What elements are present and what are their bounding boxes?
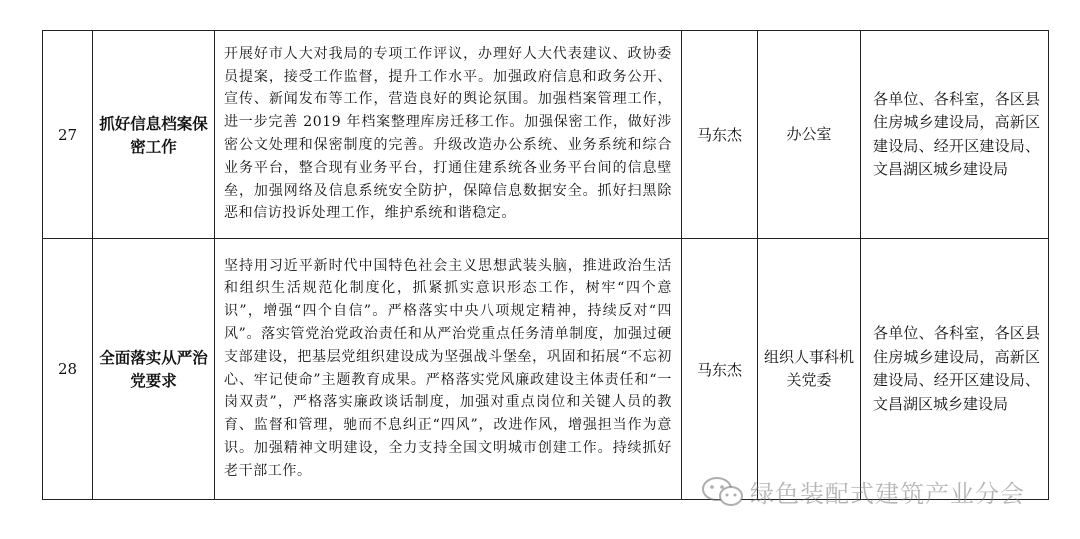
cooperating-units: 各单位、各科室，各区县住房城乡建设局，高新区建设局、经开区建设局、文昌湖区城乡建设局 xyxy=(861,31,1049,239)
table-row xyxy=(43,31,1049,239)
lead-department: 办公室 xyxy=(758,31,861,239)
row-number: 27 xyxy=(43,31,93,239)
responsible-person: 马东杰 xyxy=(682,31,758,239)
task-title: 抓好信息档案保密工作 xyxy=(93,31,215,239)
row-number: 28 xyxy=(43,239,93,500)
watermark xyxy=(700,474,1025,509)
watermark-text: 绿色装配式建筑产业分会 xyxy=(750,480,1025,508)
lead-department: 组织人事科机关党委 xyxy=(758,239,861,500)
task-content: 坚持用习近平新时代中国特色社会主义思想武装头脑，推进政治生活和组织生活规范化制度化，抓紧抓实意识形态工作，树牢“四个意识”，增强“四个自信”。严格落实中央八项规定精神，持续反对“四风”。落实管党治党政治责任和从严治党重点任务清单制度，加强过硬支部建设，把基层党组织建设成为坚强战斗堡垒，巩固和拓展“不忘初心、牢记使命”主题教育成果。严格落实党风廉政建设主体责任和“一岗双责”，严格落实廉政谈话制度，加强对重点岗位和关键人员的教育、监督和管理，驰而不息纠正“四风”，改进作风，增强担当作为意识。加强精神文明建设，全力支持全国文明城市创建工作。持续抓好老干部工作。 xyxy=(215,239,682,500)
wechat-icon xyxy=(700,476,746,508)
responsible-person: 马东杰 xyxy=(682,239,758,500)
task-title: 全面落实从严治党要求 xyxy=(93,239,215,500)
task-table xyxy=(42,30,1049,500)
task-content: 开展好市人大对我局的专项工作评议，办理好人大代表建议、政协委员提案，接受工作监督，提升工作水平。加强政府信息和政务公开、宣传、新闻发布等工作，营造良好的舆论氛围。加强档案管理工作，进一步完善 2019 年档案整理库房迁移工作。加强保密工作，做好涉密公文处理和保密制度的完善。升级改造办公系统、业务系统和综合业务平台，整合现有业务平台，打通住建系统各业务平台间的信息壁垒，加强网络及信息系统安全防护，保障信息数据安全。抓好扫黑除恶和信访投诉处理工作，维护系统和谐稳定。 xyxy=(215,31,682,239)
table-row xyxy=(43,239,1049,500)
cooperating-units: 各单位、各科室，各区县住房城乡建设局，高新区建设局、经开区建设局、文昌湖区城乡建设局 xyxy=(861,239,1049,500)
